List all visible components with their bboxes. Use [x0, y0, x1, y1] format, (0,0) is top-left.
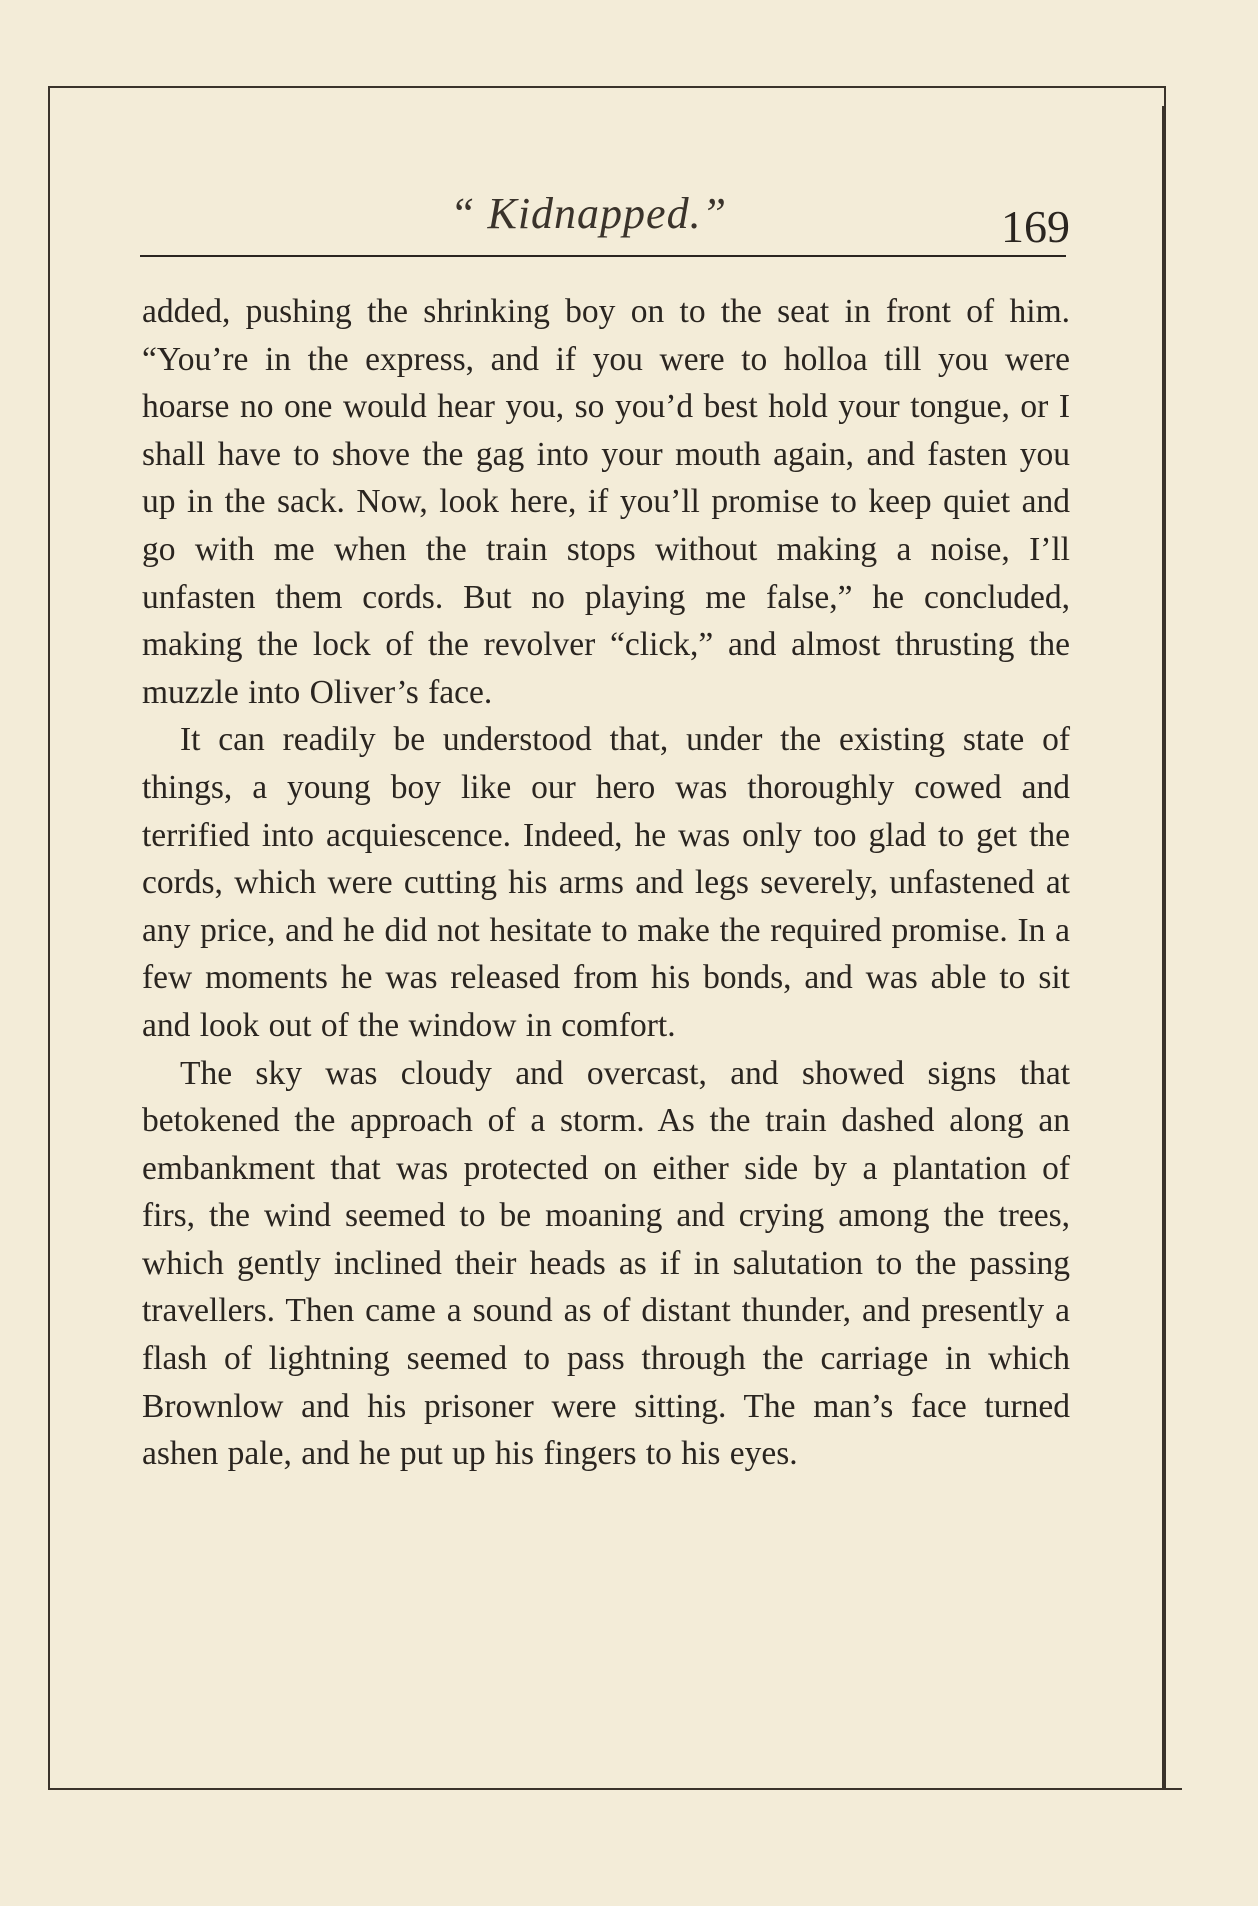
page-number: 169 — [1001, 201, 1070, 252]
running-head — [140, 180, 1070, 252]
header-rule — [140, 255, 1066, 257]
page-border-bottom-rule — [48, 1788, 1182, 1790]
paragraph-3: The sky was cloudy and overcast, and showed signs that betokened the approach of a storm. As the train dashed along an embankment that was protected on either side by a plantation of firs, the wind seemed to be moaning and crying among the trees, which gently inclined their heads as if in salutation to the passing travellers. Then came a sound as of distant thunder, and presently a flash of lightning seemed to pass through the carriage in which Brownlow and his prisoner were sitting. The man’s face turned ashen pale, and he put up his fingers to his eyes. — [142, 1054, 1070, 1473]
body-text — [142, 288, 1070, 1478]
page-border-right-rule — [1162, 106, 1164, 1790]
paragraph-2: It can readily be understood that, under the existing state of things, a young boy like our hero was thoroughly cowed and terrified into acquiescence. Indeed, he was only too glad to get the cords, which were cutting his arms and legs severely, unfastened at any price, and he did not hesitate to make the required promise. In a few moments he was released from his bonds, and was able to sit and look out of the window in comfort. — [142, 721, 1070, 1044]
running-title: “ Kidnapped.” — [450, 189, 728, 238]
paragraph-1: added, pushing the shrinking boy on to the seat in front of him. “You’re in the express, and if you were to holloa till you were hoarse no one would hear you, so you’d best hold your tongue, or I shall have to shove the gag into your mouth again, and fasten you up in the sack. Now, look here, if you’ll promise to keep quiet and go with me when the train stops without making a noise, I’ll unfasten them cords. But no playing me false,” he concluded, making the lock of the revolver “click,” and almost thrusting the muzzle into Oliver’s face. — [142, 293, 1070, 711]
